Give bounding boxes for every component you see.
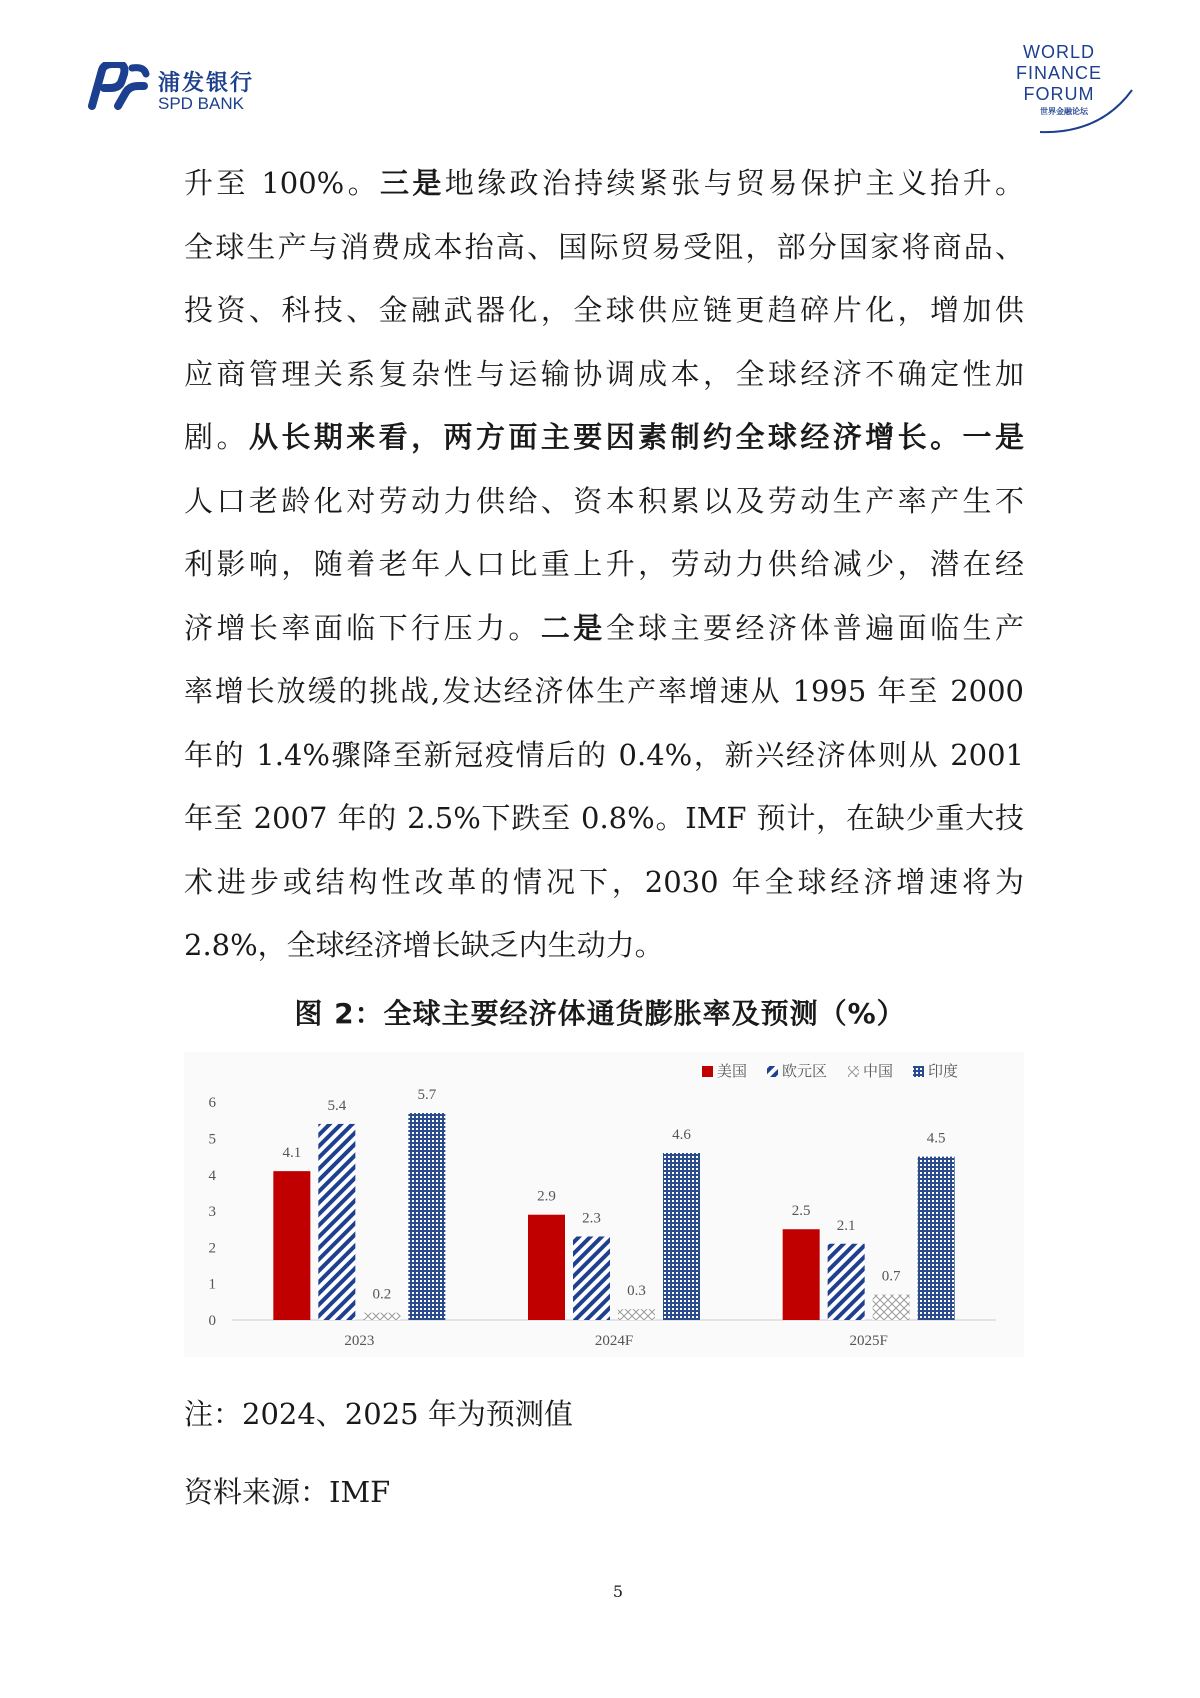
- text-run: 地缘政治持续紧张与贸易保护主义抬升。: [444, 166, 1024, 200]
- legend-swatch-欧元区: [767, 1066, 778, 1077]
- bold-text-run: 三是: [379, 166, 445, 200]
- legend-label: 美国: [717, 1062, 748, 1080]
- bar-中国-2023: [363, 1313, 400, 1320]
- text-line: [184, 533, 1024, 597]
- data-label: 4.5: [926, 1130, 946, 1147]
- text-run: 年至 2007 年的 2.5%下跌至 0.8%。IMF 预计，在缺少重大技: [184, 801, 1024, 835]
- data-label: 0.2: [372, 1286, 392, 1303]
- bar-印度-2023: [408, 1113, 445, 1320]
- bar-欧元区-2024F: [573, 1236, 610, 1320]
- text-line: [184, 343, 1024, 407]
- bar-欧元区-2025F: [828, 1244, 865, 1320]
- text-run: 剧。: [184, 420, 249, 454]
- bar-中国-2025F: [873, 1295, 910, 1320]
- data-label: 4.1: [282, 1145, 302, 1162]
- data-label: 2.5: [791, 1203, 811, 1220]
- chart-source: 资料来源：IMF: [184, 1475, 391, 1509]
- text-run: 人口老龄化对劳动力供给、资本积累以及劳动生产率产生不: [184, 483, 1024, 518]
- text-line: [184, 914, 1024, 978]
- world-finance-forum-logo: [1000, 38, 1140, 138]
- text-line: [184, 152, 1024, 216]
- text-run: 应商管理关系复杂性与运输协调成本，全球经济不确定性加: [184, 356, 1024, 391]
- legend-swatch-中国: [848, 1066, 859, 1077]
- logo-forum-cn: 世界金融论坛: [1040, 107, 1088, 116]
- text-run: 2.8%，全球经济增长缺乏内生动力。: [184, 928, 664, 962]
- data-label: 5.7: [417, 1087, 437, 1104]
- body-paragraph: [184, 152, 1024, 978]
- inflation-bar-chart: [184, 1052, 1024, 1357]
- legend-label: 中国: [863, 1062, 894, 1080]
- text-run: 投资、科技、金融武器化，全球供应链更趋碎片化，增加供: [184, 293, 1024, 327]
- y-tick-label: 6: [208, 1095, 216, 1112]
- bar-印度-2025F: [918, 1157, 955, 1320]
- y-tick-label: 4: [208, 1167, 216, 1184]
- logo-english-name: SPD BANK: [158, 94, 244, 113]
- chart-note: 注：2024、2025 年为预测值: [184, 1397, 573, 1431]
- bar-美国-2024F: [528, 1215, 565, 1320]
- page-number: 5: [612, 1582, 624, 1601]
- y-tick-label: 3: [208, 1204, 216, 1221]
- text-run: 年的 1.4%骤降至新冠疫情后的 0.4%，新兴经济体则从 2001: [184, 737, 1024, 772]
- text-run: 全球生产与消费成本抬高、国际贸易受阻，部分国家将商品、: [184, 229, 1024, 264]
- text-line: [184, 724, 1024, 788]
- y-tick-label: 2: [208, 1240, 216, 1257]
- text-line: [184, 787, 1024, 851]
- spd-bank-logo: [88, 62, 278, 118]
- text-line: [184, 660, 1024, 724]
- bar-中国-2024F: [618, 1309, 655, 1320]
- bar-欧元区-2023: [318, 1124, 355, 1320]
- data-label: 0.7: [881, 1268, 901, 1285]
- x-category-label: 2025F: [849, 1333, 888, 1349]
- data-label: 5.4: [327, 1097, 347, 1114]
- text-line: [184, 406, 1024, 470]
- logo-line-world: WORLD: [1023, 42, 1095, 62]
- bold-text-run: 从长期来看，两方面主要因素制约全球经济增长。一是: [248, 420, 1024, 454]
- y-tick-label: 5: [208, 1131, 216, 1148]
- data-label: 4.6: [672, 1126, 691, 1143]
- legend-swatch-印度: [913, 1066, 924, 1077]
- bar-印度-2024F: [663, 1153, 700, 1320]
- logo-line-finance: FINANCE: [1015, 63, 1102, 83]
- text-run: 术进步或结构性改革的情况下，2030 年全球经济增速将为: [184, 864, 1024, 899]
- legend-swatch-美国: [702, 1066, 713, 1077]
- text-line: [184, 851, 1024, 915]
- text-run: 济增长率面临下行压力。: [184, 610, 541, 645]
- bold-text-run: 二是: [540, 610, 606, 645]
- text-run: 全球主要经济体普遍面临生产: [605, 610, 1024, 645]
- legend-label: 欧元区: [782, 1062, 828, 1080]
- logo-line-forum: FORUM: [1023, 84, 1095, 104]
- y-tick-label: 0: [208, 1313, 216, 1329]
- logo-chinese-name: 浦发银行: [158, 71, 255, 96]
- y-tick-label: 1: [208, 1276, 216, 1293]
- data-label: 2.9: [537, 1188, 556, 1205]
- spd-logo-mark-icon: [88, 62, 150, 112]
- data-label: 2.3: [582, 1210, 601, 1227]
- legend-label: 印度: [928, 1062, 959, 1080]
- text-run: 升至 100%。: [184, 166, 380, 200]
- chart-title: 图 2：全球主要经济体通货膨胀率及预测（%）: [294, 997, 906, 1030]
- x-category-label: 2024F: [594, 1333, 634, 1349]
- text-line: [184, 470, 1024, 534]
- bar-美国-2025F: [783, 1229, 820, 1320]
- text-run: 利影响，随着老年人口比重上升，劳动力供给减少，潜在经: [184, 547, 1024, 581]
- data-label: 0.3: [627, 1283, 646, 1300]
- x-category-label: 2023: [344, 1333, 375, 1349]
- text-run: 率增长放缓的挑战,发达经济体生产率增速从 1995 年至 2000: [184, 674, 1024, 708]
- data-label: 2.1: [836, 1217, 856, 1234]
- text-line: [184, 597, 1024, 661]
- bar-美国-2023: [273, 1171, 310, 1320]
- text-line: [184, 279, 1024, 343]
- text-line: [184, 216, 1024, 280]
